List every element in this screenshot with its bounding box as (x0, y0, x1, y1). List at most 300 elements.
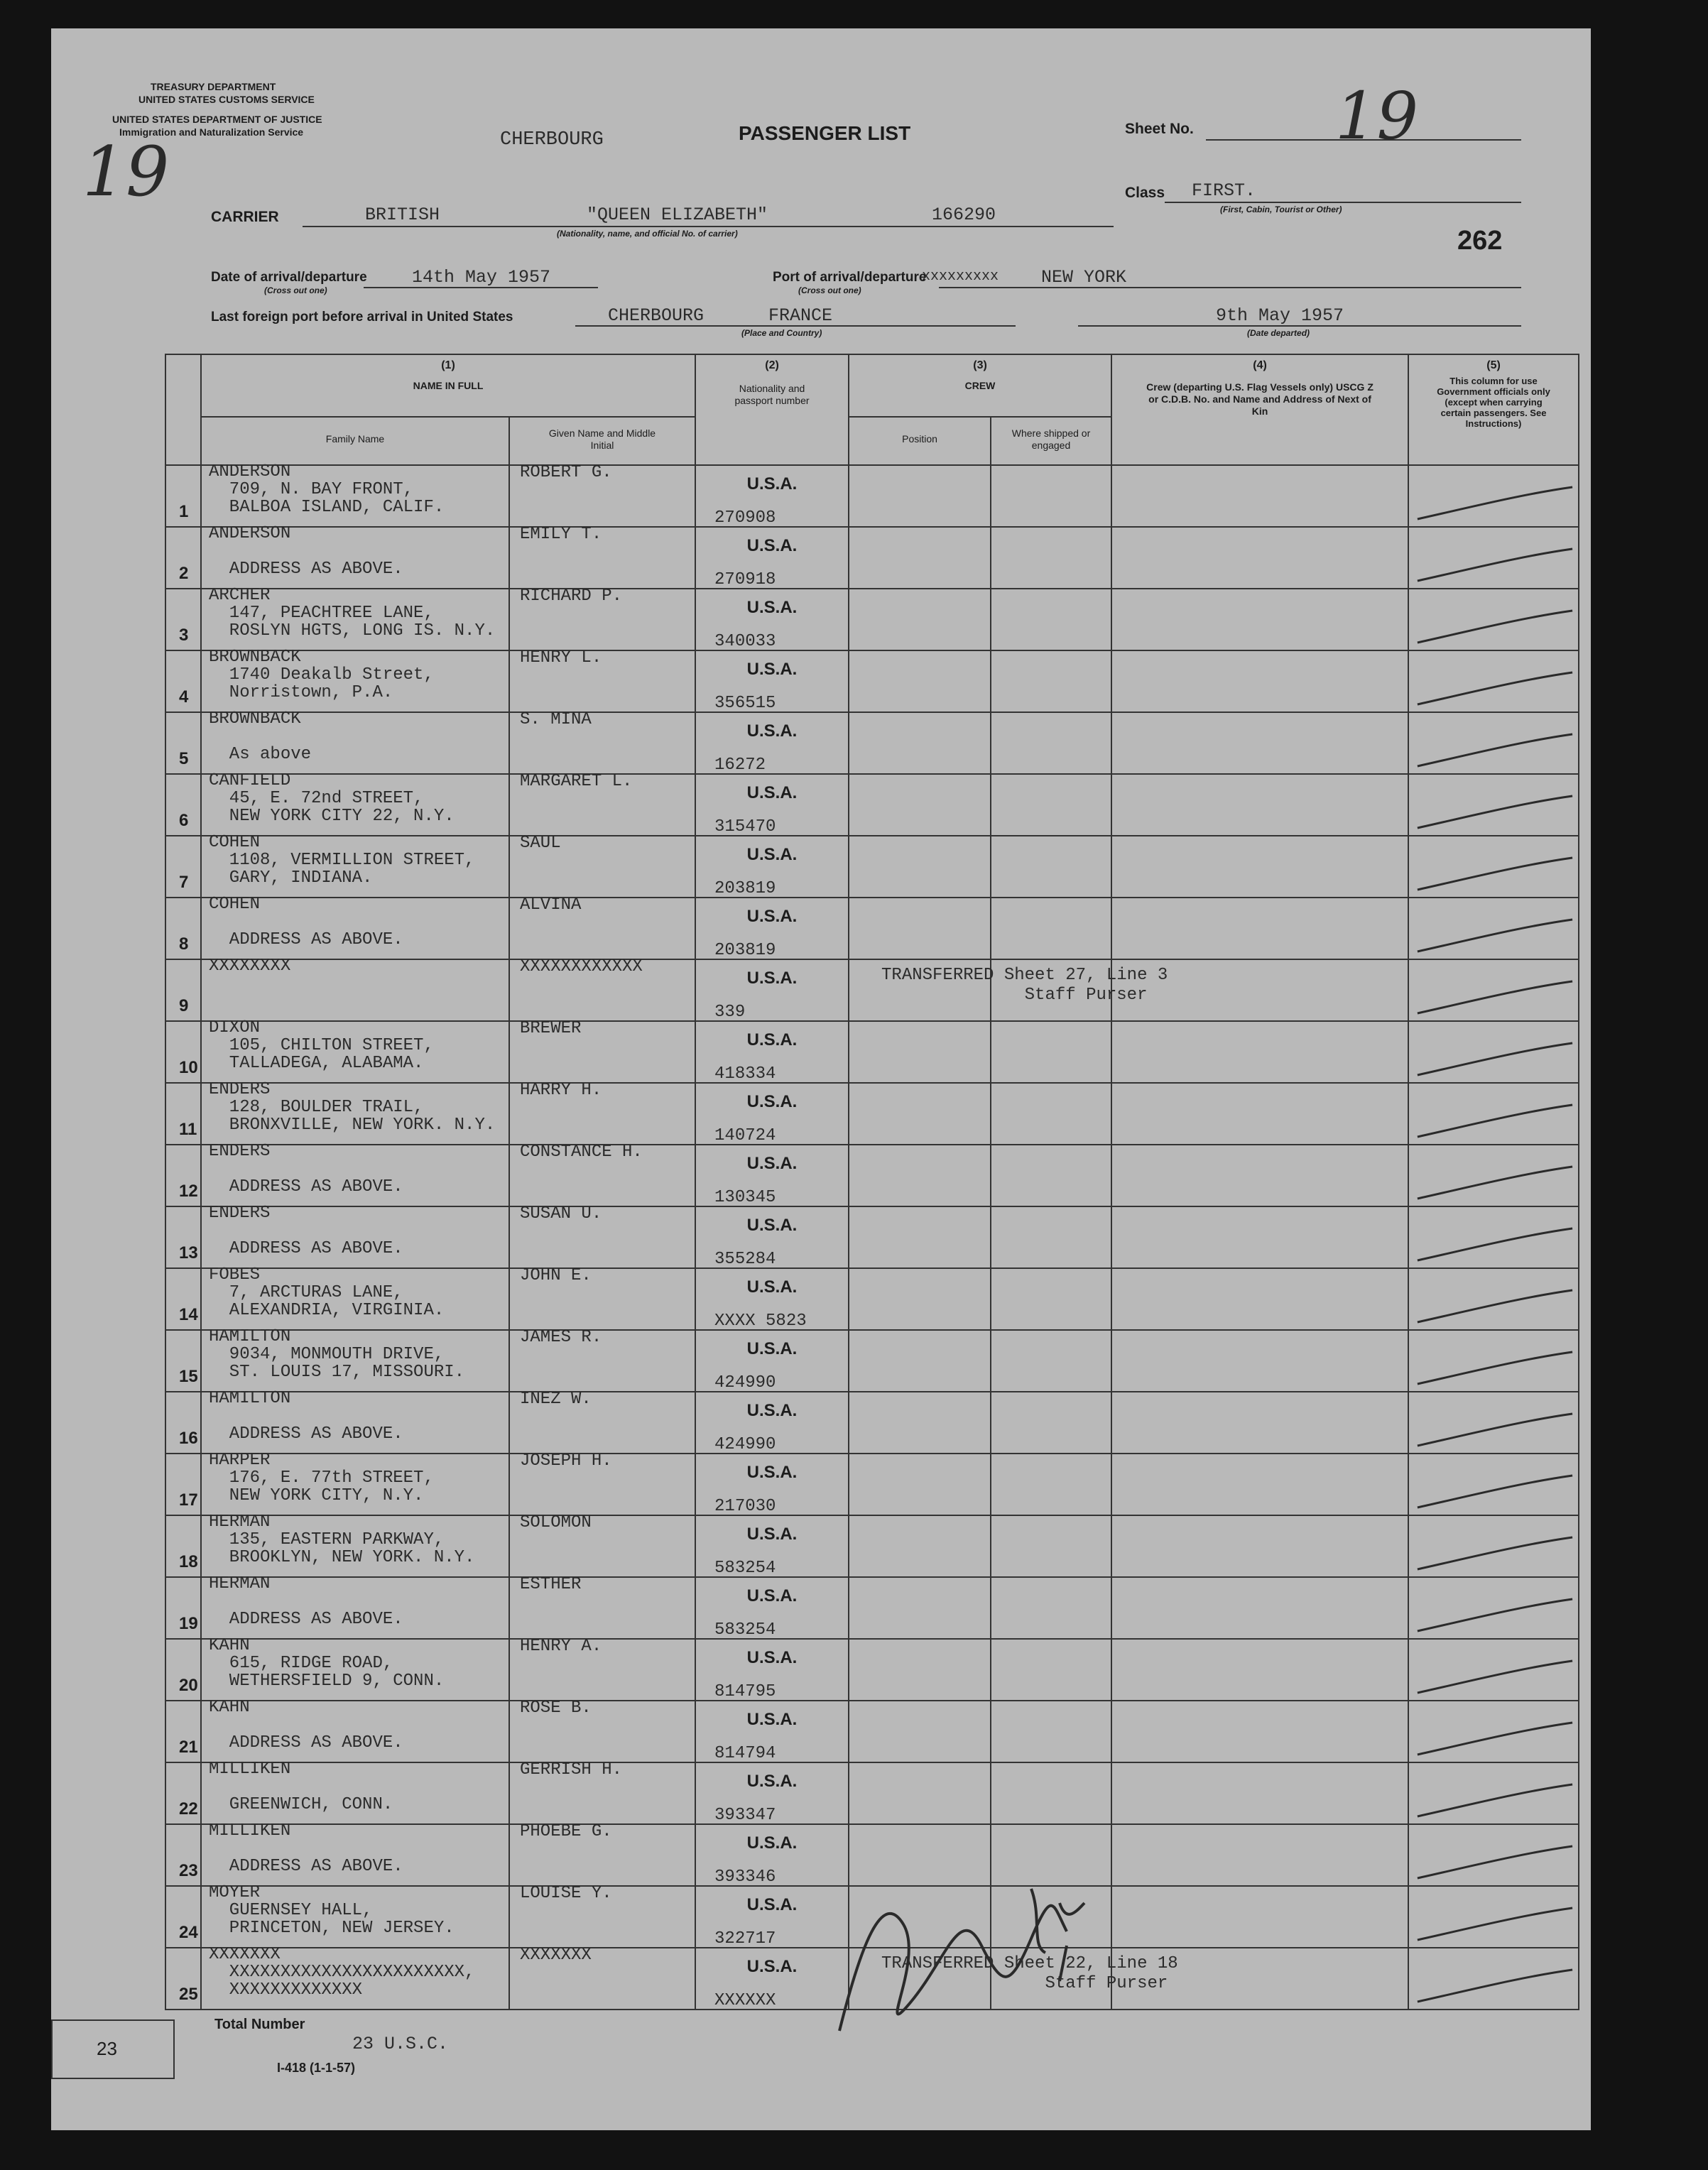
check-mark-icon (1409, 1701, 1578, 1762)
nationality-cell (695, 1577, 849, 1639)
total-value: 23 U.S.C. (352, 2034, 449, 2054)
table-row (165, 1021, 1579, 1083)
family-cell (201, 1080, 509, 1145)
nationality: U.S.A. (746, 1895, 798, 1914)
sheet-number: 19 (1335, 78, 1419, 154)
family-name: COHEN 1108, VERMILLION STREET, GARY, INDIANA. (209, 833, 475, 888)
family-name: KAHN 615, RIDGE ROAD, WETHERSFIELD 9, CONN. (209, 1636, 445, 1691)
official-use-cell (1408, 1454, 1579, 1515)
given-name: GERRISH H. (520, 1760, 623, 1779)
table-row (165, 1145, 1579, 1206)
row-number: 8 (179, 934, 189, 954)
row-number: 5 (179, 749, 189, 768)
row-number: 6 (179, 811, 189, 830)
check-mark-icon (1409, 1331, 1578, 1391)
family-name: MILLIKEN GREENWICH, CONN. (209, 1760, 393, 1814)
position-cell (849, 836, 991, 898)
row-number-cell (165, 1268, 201, 1330)
given-cell (509, 1886, 695, 1948)
position-cell (849, 1577, 991, 1639)
family-name: HAMILTON 9034, MONMOUTH DRIVE, ST. LOUIS 17, MISSOURI. (209, 1327, 465, 1382)
where-shipped-cell (991, 1577, 1111, 1639)
next-of-kin-cell (1111, 1145, 1408, 1206)
passport-number: 356515 (714, 694, 776, 713)
check-mark-icon (1409, 1948, 1578, 2009)
row-number-cell (165, 1762, 201, 1824)
given-cell (509, 836, 695, 898)
row-number: 19 (179, 1614, 198, 1633)
where-shipped-cell (991, 1206, 1111, 1268)
next-of-kin-cell (1111, 1886, 1408, 1948)
next-of-kin-cell (1111, 589, 1408, 650)
next-of-kin-cell (1111, 1206, 1408, 1268)
family-name: ARCHER 147, PEACHTREE LANE, ROSLYN HGTS, LONG IS. N.Y. (209, 586, 496, 640)
where-shipped-cell (991, 527, 1111, 589)
family-cell (201, 1142, 509, 1206)
row-number-cell (165, 589, 201, 650)
family-name: HAMILTON ADDRESS AS ABOVE. (209, 1389, 403, 1444)
given-name: CONSTANCE H. (520, 1143, 643, 1162)
passport-number: 16272 (714, 756, 766, 775)
row-number-cell (165, 650, 201, 712)
official-use-cell (1408, 836, 1579, 898)
nationality-cell (695, 959, 849, 1021)
family-name-header: Family Name (201, 417, 509, 465)
given-name: ALVINA (520, 895, 582, 915)
family-name: MILLIKEN ADDRESS AS ABOVE. (209, 1821, 403, 1876)
family-name: ANDERSON 709, N. BAY FRONT, BALBOA ISLAND, CALIF. (209, 462, 445, 517)
given-name: HENRY L. (520, 648, 602, 667)
row-number-cell (165, 1824, 201, 1886)
given-name: HARRY H. (520, 1081, 602, 1100)
passport-number: XXXX 5823 (714, 1312, 807, 1331)
given-cell (509, 1701, 695, 1762)
where-shipped-cell (991, 650, 1111, 712)
passenger-rows (165, 462, 1579, 2010)
next-of-kin-cell (1111, 898, 1408, 959)
check-mark-icon (1409, 1084, 1578, 1144)
agency-line-1: TREASURY DEPARTMENT (151, 81, 276, 92)
official-use-cell (1408, 898, 1579, 959)
row-number: 11 (179, 1120, 197, 1139)
check-mark-icon (1409, 528, 1578, 588)
row-number-cell (165, 959, 201, 1021)
row-number: 2 (179, 564, 189, 583)
given-cell (509, 1762, 695, 1824)
family-name: ENDERS 128, BOULDER TRAIL, BRONXVILLE, NEW YORK. N.Y. (209, 1080, 496, 1135)
nationality-header: (2) Nationality and passport number (695, 354, 849, 465)
family-cell (201, 650, 509, 712)
check-mark-icon (1409, 1763, 1578, 1823)
row-number: 22 (179, 1799, 198, 1819)
nationality-cell (695, 1639, 849, 1701)
row-number: 18 (179, 1552, 198, 1571)
next-of-kin-cell (1111, 1330, 1408, 1392)
family-cell (201, 1265, 509, 1330)
agency-line-4: Immigration and Naturalization Service (119, 126, 304, 138)
passport-number: 814794 (714, 1744, 776, 1763)
passport-number: 270908 (714, 508, 776, 528)
passport-number: 424990 (714, 1435, 776, 1454)
check-mark-icon (1409, 1640, 1578, 1700)
nationality: U.S.A. (746, 660, 798, 679)
official-use-cell (1408, 1762, 1579, 1824)
port-line (939, 287, 1521, 288)
given-cell (509, 589, 695, 650)
given-name: ROBERT G. (520, 463, 612, 482)
nationality-cell (695, 836, 849, 898)
nationality-cell (695, 1701, 849, 1762)
position-cell (849, 1392, 991, 1454)
sheet-label: Sheet No. (1125, 121, 1194, 137)
nationality: U.S.A. (746, 1710, 798, 1729)
where-shipped-header: Where shipped or engaged (991, 417, 1111, 465)
official-use-cell (1408, 1083, 1579, 1145)
port-label: Port of arrival/departure (773, 270, 927, 285)
family-name: FOBES 7, ARCTURAS LANE, ALEXANDRIA, VIRGINIA. (209, 1265, 445, 1320)
family-name: XXXXXXX XXXXXXXXXXXXXXXXXXXXXXX, XXXXXXXXXXXXX (209, 1945, 475, 2000)
name-header: (1) NAME IN FULL (201, 354, 695, 417)
check-mark-icon (1409, 1269, 1578, 1329)
next-of-kin-header: (4) Crew (departing U.S. Flag Vessels only) USCG Z or C.D.B. No. and Name and Address of Next of Kin (1111, 354, 1408, 465)
row-number-cell (165, 1392, 201, 1454)
official-use-cell (1408, 650, 1579, 712)
where-shipped-cell (991, 1330, 1111, 1392)
check-mark-icon (1409, 466, 1578, 526)
row-number: 12 (179, 1182, 198, 1201)
check-mark-icon (1409, 713, 1578, 773)
official-use-cell (1408, 1268, 1579, 1330)
row-number-cell (165, 1145, 201, 1206)
given-cell (509, 1145, 695, 1206)
table-row (165, 1454, 1579, 1515)
next-of-kin-cell (1111, 1762, 1408, 1824)
total-label: Total Number (214, 2017, 305, 2032)
row-number: 1 (179, 502, 189, 521)
position-cell (849, 589, 991, 650)
passport-number: 130345 (714, 1188, 776, 1207)
official-use-cell (1408, 465, 1579, 527)
family-cell (201, 833, 509, 898)
agency-line-2: UNITED STATES CUSTOMS SERVICE (138, 94, 315, 105)
where-shipped-cell (991, 774, 1111, 836)
class-hint: (First, Cabin, Tourist or Other) (1220, 205, 1342, 214)
check-mark-icon (1409, 960, 1578, 1020)
nationality: U.S.A. (746, 1277, 798, 1297)
row-number-cell (165, 712, 201, 774)
given-name: SUSAN U. (520, 1204, 602, 1223)
official-use-cell (1408, 1824, 1579, 1886)
check-mark-icon (1409, 1145, 1578, 1206)
class-value: FIRST. (1192, 180, 1256, 201)
row-number: 14 (179, 1305, 198, 1324)
given-name: HENRY A. (520, 1637, 602, 1656)
passport-number: 424990 (714, 1373, 776, 1392)
stamp-number: 262 (1457, 226, 1503, 256)
family-cell (201, 1512, 509, 1577)
date-value: 14th May 1957 (412, 267, 551, 288)
position-cell (849, 1330, 991, 1392)
passenger-table (165, 354, 1579, 2010)
carrier-hint: (Nationality, name, and official No. of carrier) (557, 229, 738, 239)
nationality-cell (695, 650, 849, 712)
nationality: U.S.A. (746, 1154, 798, 1173)
check-mark-icon (1409, 1887, 1578, 1947)
row-number-cell (165, 465, 201, 527)
where-shipped-cell (991, 712, 1111, 774)
nationality: U.S.A. (746, 1957, 798, 1976)
check-mark-icon (1409, 836, 1578, 897)
given-name: LOUISE Y. (520, 1884, 612, 1903)
family-cell (201, 709, 509, 774)
given-name: XXXXXXXXXXXX (520, 957, 643, 976)
family-name: HERMAN ADDRESS AS ABOVE. (209, 1574, 403, 1629)
next-of-kin-cell (1111, 1392, 1408, 1454)
passport-number: 203819 (714, 879, 776, 898)
given-name: JOSEPH H. (520, 1451, 612, 1471)
row-number-cell (165, 1701, 201, 1762)
position-cell (849, 527, 991, 589)
row-number: 3 (179, 626, 189, 645)
row-number-cell (165, 1083, 201, 1145)
position-cell (849, 1021, 991, 1083)
next-of-kin-cell (1111, 650, 1408, 712)
class-line (1165, 202, 1521, 203)
passport-number: 418334 (714, 1064, 776, 1084)
where-shipped-cell (991, 1701, 1111, 1762)
row-number: 21 (179, 1738, 198, 1757)
next-of-kin-cell (1111, 1515, 1408, 1577)
date-label: Date of arrival/departure (211, 270, 367, 285)
given-cell (509, 1515, 695, 1577)
where-shipped-cell (991, 836, 1111, 898)
given-name: JOHN E. (520, 1266, 592, 1285)
family-name: KAHN ADDRESS AS ABOVE. (209, 1698, 403, 1752)
where-shipped-cell (991, 1762, 1111, 1824)
given-cell (509, 959, 695, 1021)
row-number-cell (165, 898, 201, 959)
class-label: Class (1125, 185, 1165, 201)
row-number-cell (165, 774, 201, 836)
row-number-header (165, 354, 201, 465)
nationality: U.S.A. (746, 845, 798, 864)
passport-number: 140724 (714, 1126, 776, 1145)
table-row (165, 1206, 1579, 1268)
next-of-kin-cell (1111, 1083, 1408, 1145)
nationality: U.S.A. (746, 1216, 798, 1235)
total-box (51, 2019, 175, 2079)
table-row (165, 1083, 1579, 1145)
nationality: U.S.A. (746, 1401, 798, 1420)
given-cell (509, 1451, 695, 1515)
table-row (165, 836, 1579, 898)
passport-number: 315470 (714, 817, 776, 836)
table-row (165, 898, 1579, 959)
family-cell (201, 1327, 509, 1392)
row-number-cell (165, 1886, 201, 1948)
last-port-country: FRANCE (768, 305, 833, 326)
given-name: INEZ W. (520, 1390, 592, 1409)
given-name: BREWER (520, 1019, 582, 1038)
family-cell (201, 586, 509, 650)
check-mark-icon (1409, 1825, 1578, 1885)
given-name: S. MINA (520, 710, 592, 729)
table-row (165, 589, 1579, 650)
family-cell (201, 1636, 509, 1701)
given-cell (509, 527, 695, 589)
family-name: ENDERS ADDRESS AS ABOVE. (209, 1142, 403, 1196)
where-shipped-cell (991, 1145, 1111, 1206)
family-cell (201, 771, 509, 836)
passport-number: 583254 (714, 1559, 776, 1578)
family-name: MOYER GUERNSEY HALL, PRINCETON, NEW JERSEY. (209, 1883, 455, 1938)
nationality-cell (695, 1330, 849, 1392)
nationality: U.S.A. (746, 1833, 798, 1853)
row-number-cell (165, 1948, 201, 2010)
table-row (165, 1515, 1579, 1577)
next-of-kin-cell (1111, 1639, 1408, 1701)
next-of-kin-cell (1111, 527, 1408, 589)
row-number-cell (165, 1330, 201, 1392)
nationality: U.S.A. (746, 721, 798, 741)
table-row (165, 1330, 1579, 1392)
nationality-cell (695, 898, 849, 959)
given-name: EMILY T. (520, 525, 602, 544)
position-header: Position (849, 417, 991, 465)
family-cell (201, 1206, 509, 1268)
nationality-cell (695, 1145, 849, 1206)
nationality: U.S.A. (746, 1092, 798, 1111)
row-number-cell (165, 836, 201, 898)
given-name: MARGARET L. (520, 772, 633, 791)
official-use-cell (1408, 527, 1579, 589)
nationality-cell (695, 465, 849, 527)
given-cell (509, 465, 695, 527)
carrier-nationality: BRITISH (365, 205, 440, 225)
nationality: U.S.A. (746, 1772, 798, 1791)
given-cell (509, 774, 695, 836)
given-cell (509, 1824, 695, 1886)
margin-mark: 19 (82, 132, 170, 212)
nationality: U.S.A. (746, 969, 798, 988)
family-name: CANFIELD 45, E. 72nd STREET, NEW YORK CITY 22, N.Y. (209, 771, 455, 826)
row-number: 7 (179, 873, 189, 892)
table-row (165, 527, 1579, 589)
family-cell (201, 1018, 509, 1083)
position-cell (849, 1083, 991, 1145)
given-cell (509, 712, 695, 774)
official-use-cell (1408, 1577, 1579, 1639)
given-name: PHOEBE G. (520, 1822, 612, 1841)
official-use-cell (1408, 1206, 1579, 1268)
family-cell (201, 1821, 509, 1886)
row-number: 9 (179, 996, 189, 1015)
family-name: HERMAN 135, EASTERN PARKWAY, BROOKLYN, NEW YORK. N.Y. (209, 1512, 475, 1567)
carrier-line (303, 226, 1114, 227)
next-of-kin-cell (1111, 1701, 1408, 1762)
position-cell (849, 712, 991, 774)
where-shipped-cell (991, 1083, 1111, 1145)
given-cell (509, 1392, 695, 1454)
position-cell (849, 465, 991, 527)
official-use-cell (1408, 1021, 1579, 1083)
family-name: DIXON 105, CHILTON STREET, TALLADEGA, ALABAMA. (209, 1018, 434, 1073)
family-cell (201, 1698, 509, 1762)
passport-number: XXXXXX (714, 1991, 776, 2010)
table-row (165, 712, 1579, 774)
check-mark-icon (1409, 1578, 1578, 1638)
given-name: XXXXXXX (520, 1946, 592, 1965)
position-cell (849, 1206, 991, 1268)
family-name: ANDERSON ADDRESS AS ABOVE. (209, 524, 403, 579)
given-cell (509, 1083, 695, 1145)
family-name: BROWNBACK 1740 Deakalb Street, Norristown, P.A. (209, 648, 434, 702)
position-cell (849, 1515, 991, 1577)
family-name: XXXXXXXX (209, 956, 291, 976)
nationality-cell (695, 1021, 849, 1083)
row-number: 15 (179, 1367, 198, 1386)
passport-number: 339 (714, 1003, 746, 1022)
passport-number: 393347 (714, 1806, 776, 1825)
row-number: 16 (179, 1429, 198, 1448)
row-number-cell (165, 1021, 201, 1083)
nationality-cell (695, 1454, 849, 1515)
given-name: ROSE B. (520, 1699, 592, 1718)
row-number-cell (165, 527, 201, 589)
nationality-cell (695, 712, 849, 774)
passport-number: 355284 (714, 1250, 776, 1269)
check-mark-icon (1409, 1454, 1578, 1515)
table-row (165, 650, 1579, 712)
carrier-name: "QUEEN ELIZABETH" (587, 205, 768, 225)
official-use-cell (1408, 1701, 1579, 1762)
nationality: U.S.A. (746, 474, 798, 494)
passport-number: 270918 (714, 570, 776, 589)
next-of-kin-cell (1111, 1268, 1408, 1330)
row-number: 23 (179, 1861, 198, 1880)
given-cell (509, 1330, 695, 1392)
position-cell (849, 1762, 991, 1824)
nationality-cell (695, 589, 849, 650)
where-shipped-cell (991, 1454, 1111, 1515)
position-cell (849, 650, 991, 712)
nationality-cell (695, 1515, 849, 1577)
table-row (165, 1762, 1579, 1824)
official-use-cell (1408, 1145, 1579, 1206)
where-shipped-cell (991, 1268, 1111, 1330)
passport-number: 583254 (714, 1620, 776, 1640)
nationality-cell (695, 1392, 849, 1454)
next-of-kin-cell (1111, 1021, 1408, 1083)
carrier-number: 166290 (932, 205, 996, 225)
nationality: U.S.A. (746, 907, 798, 926)
check-mark-icon (1409, 589, 1578, 650)
nationality-cell (695, 774, 849, 836)
nationality: U.S.A. (746, 598, 798, 617)
row-number: 17 (179, 1490, 198, 1510)
check-mark-icon (1409, 651, 1578, 711)
family-name: ENDERS ADDRESS AS ABOVE. (209, 1204, 403, 1258)
official-use-header: (5) This column for use Government officials only (except when carrying certain passengers. See Instructions) (1408, 354, 1579, 465)
row-number: 10 (179, 1058, 198, 1077)
total-box-value: 23 (97, 2038, 117, 2059)
date-departed: 9th May 1957 (1216, 305, 1344, 326)
where-shipped-cell (991, 1515, 1111, 1577)
nationality-cell (695, 527, 849, 589)
position-cell (849, 959, 1168, 1021)
given-cell (509, 650, 695, 712)
where-shipped-cell (991, 1021, 1111, 1083)
